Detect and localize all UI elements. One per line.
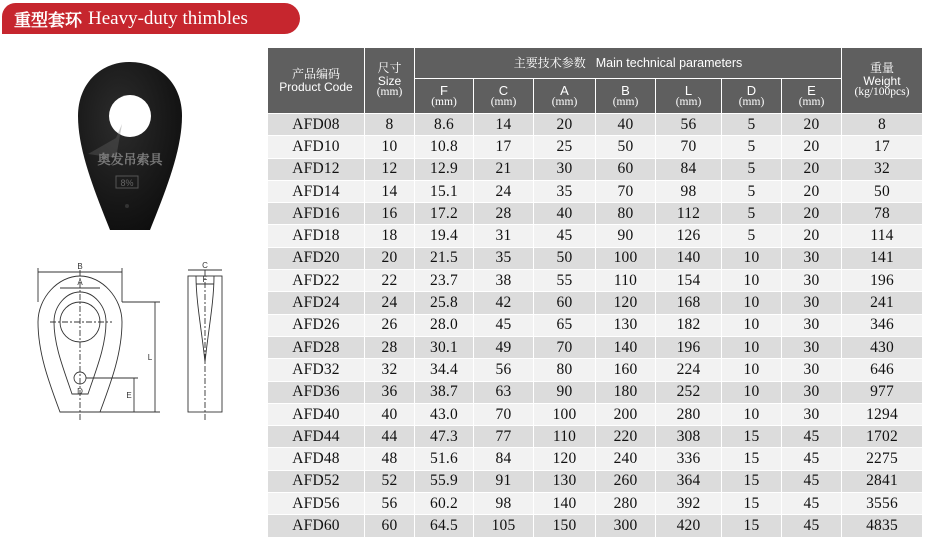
product-code-cell: AFD52 bbox=[268, 471, 364, 492]
table-cell: 24 bbox=[365, 292, 414, 313]
table-cell: 15 bbox=[722, 493, 781, 514]
table-cell: 30.1 bbox=[415, 337, 473, 358]
table-cell: 140 bbox=[656, 248, 721, 269]
table-cell: 48 bbox=[365, 448, 414, 469]
table-cell: 60 bbox=[365, 515, 414, 536]
table-cell: 160 bbox=[596, 359, 655, 380]
table-cell: 56 bbox=[656, 114, 721, 135]
table-cell: 224 bbox=[656, 359, 721, 380]
table-cell: 19.4 bbox=[415, 225, 473, 246]
table-cell: 22 bbox=[365, 270, 414, 291]
table-cell: 280 bbox=[656, 404, 721, 425]
table-cell: 10 bbox=[365, 136, 414, 157]
table-cell: 32 bbox=[365, 359, 414, 380]
table-cell: 40 bbox=[534, 203, 595, 224]
table-cell: 42 bbox=[474, 292, 533, 313]
table-cell: 14 bbox=[474, 114, 533, 135]
table-cell: 78 bbox=[842, 203, 922, 224]
header-col-D: D (mm) bbox=[722, 79, 781, 113]
table-cell: 15 bbox=[722, 426, 781, 447]
table-cell: 17 bbox=[842, 136, 922, 157]
table-cell: 140 bbox=[534, 493, 595, 514]
table-cell: 25 bbox=[534, 136, 595, 157]
label-B: B bbox=[77, 262, 83, 271]
table-cell: 30 bbox=[782, 382, 841, 403]
table-cell: 336 bbox=[656, 448, 721, 469]
table-cell: 28.0 bbox=[415, 315, 473, 336]
table-cell: 280 bbox=[596, 493, 655, 514]
table-row bbox=[268, 315, 922, 336]
table-cell: 47.3 bbox=[415, 426, 473, 447]
table-cell: 17.2 bbox=[415, 203, 473, 224]
table-cell: 252 bbox=[656, 382, 721, 403]
table-cell: 8.6 bbox=[415, 114, 473, 135]
table-cell: 35 bbox=[534, 181, 595, 202]
table-cell: 15 bbox=[722, 471, 781, 492]
header-col-A: A (mm) bbox=[534, 79, 595, 113]
table-cell: 5 bbox=[722, 203, 781, 224]
table-cell: 30 bbox=[782, 270, 841, 291]
table-row bbox=[268, 426, 922, 447]
table-cell: 84 bbox=[656, 159, 721, 180]
table-cell: 4835 bbox=[842, 515, 922, 536]
product-code-cell: AFD22 bbox=[268, 270, 364, 291]
table-cell: 5 bbox=[722, 114, 781, 135]
table-cell: 30 bbox=[534, 159, 595, 180]
title-zh: 重型套环 bbox=[14, 11, 82, 31]
photo-watermark: 奥发吊索具 bbox=[97, 153, 163, 168]
table-cell: 168 bbox=[656, 292, 721, 313]
table-cell: 98 bbox=[474, 493, 533, 514]
product-code-cell: AFD12 bbox=[268, 159, 364, 180]
technical-drawing bbox=[30, 262, 240, 432]
table-cell: 14 bbox=[365, 181, 414, 202]
table-cell: 60 bbox=[596, 159, 655, 180]
table-cell: 60.2 bbox=[415, 493, 473, 514]
table-cell: 80 bbox=[534, 359, 595, 380]
table-cell: 10 bbox=[722, 270, 781, 291]
header-col-E: E (mm) bbox=[782, 79, 841, 113]
table-cell: 50 bbox=[842, 181, 922, 202]
table-row bbox=[268, 203, 922, 224]
product-code-cell: AFD40 bbox=[268, 404, 364, 425]
label-A: A bbox=[77, 278, 83, 287]
table-cell: 3556 bbox=[842, 493, 922, 514]
table-cell: 50 bbox=[596, 136, 655, 157]
label-E: E bbox=[126, 391, 132, 400]
table-cell: 30 bbox=[782, 248, 841, 269]
table-cell: 15 bbox=[722, 448, 781, 469]
table-cell: 91 bbox=[474, 471, 533, 492]
table-cell: 64.5 bbox=[415, 515, 473, 536]
table-cell: 12.9 bbox=[415, 159, 473, 180]
table-cell: 114 bbox=[842, 225, 922, 246]
table-cell: 200 bbox=[596, 404, 655, 425]
table-cell: 55 bbox=[534, 270, 595, 291]
table-cell: 45 bbox=[474, 315, 533, 336]
table-row bbox=[268, 248, 922, 269]
product-code-cell: AFD36 bbox=[268, 382, 364, 403]
header-col-L: L (mm) bbox=[656, 79, 721, 113]
table-cell: 45 bbox=[782, 448, 841, 469]
table-cell: 70 bbox=[534, 337, 595, 358]
table-cell: 300 bbox=[596, 515, 655, 536]
table-cell: 70 bbox=[474, 404, 533, 425]
table-cell: 20 bbox=[782, 181, 841, 202]
label-D: D bbox=[77, 387, 83, 396]
table-cell: 10 bbox=[722, 292, 781, 313]
table-cell: 10 bbox=[722, 337, 781, 358]
table-cell: 32 bbox=[842, 159, 922, 180]
table-cell: 20 bbox=[782, 159, 841, 180]
table-cell: 43.0 bbox=[415, 404, 473, 425]
header-product-code-zh: 产品编码 bbox=[291, 67, 340, 81]
header-size bbox=[365, 48, 414, 113]
table-cell: 646 bbox=[842, 359, 922, 380]
table-cell: 260 bbox=[596, 471, 655, 492]
table-cell: 240 bbox=[596, 448, 655, 469]
table-cell: 38.7 bbox=[415, 382, 473, 403]
table-cell: 196 bbox=[842, 270, 922, 291]
table-cell: 10 bbox=[722, 382, 781, 403]
product-code-cell: AFD16 bbox=[268, 203, 364, 224]
table-cell: 15 bbox=[722, 515, 781, 536]
table-cell: 196 bbox=[656, 337, 721, 358]
table-cell: 30 bbox=[782, 337, 841, 358]
table-cell: 1702 bbox=[842, 426, 922, 447]
table-cell: 10 bbox=[722, 315, 781, 336]
table-cell: 8 bbox=[842, 114, 922, 135]
table-cell: 35 bbox=[474, 248, 533, 269]
header-params bbox=[415, 48, 841, 78]
table-cell: 65 bbox=[534, 315, 595, 336]
table-cell: 77 bbox=[474, 426, 533, 447]
table-cell: 110 bbox=[534, 426, 595, 447]
table-cell: 44 bbox=[365, 426, 414, 447]
table-cell: 20 bbox=[782, 203, 841, 224]
table-cell: 50 bbox=[534, 248, 595, 269]
table-row bbox=[268, 114, 922, 135]
table-cell: 63 bbox=[474, 382, 533, 403]
table-cell: 55.9 bbox=[415, 471, 473, 492]
table-cell: 20 bbox=[782, 136, 841, 157]
header-weight bbox=[842, 48, 922, 113]
product-code-cell: AFD56 bbox=[268, 493, 364, 514]
table-cell: 28 bbox=[365, 337, 414, 358]
table-cell: 2275 bbox=[842, 448, 922, 469]
table-cell: 141 bbox=[842, 248, 922, 269]
table-cell: 126 bbox=[656, 225, 721, 246]
table-cell: 5 bbox=[722, 159, 781, 180]
thimble-hole bbox=[109, 95, 151, 137]
table-cell: 10 bbox=[722, 359, 781, 380]
header-size-en: Size bbox=[377, 74, 402, 89]
table-cell: 49 bbox=[474, 337, 533, 358]
table-cell: 56 bbox=[474, 359, 533, 380]
table-cell: 110 bbox=[596, 270, 655, 291]
table-cell: 90 bbox=[596, 225, 655, 246]
thimble-body bbox=[78, 62, 182, 230]
product-code-cell: AFD20 bbox=[268, 248, 364, 269]
header-weight-unit: (kg/100pcs) bbox=[854, 86, 910, 99]
table-cell: 90 bbox=[534, 382, 595, 403]
table-cell: 40 bbox=[365, 404, 414, 425]
title-en: Heavy-duty thimbles bbox=[88, 7, 248, 29]
table-cell: 5 bbox=[722, 225, 781, 246]
header-size-zh: 尺寸 bbox=[377, 61, 402, 76]
table-cell: 24 bbox=[474, 181, 533, 202]
table-cell: 15.1 bbox=[415, 181, 473, 202]
table-cell: 241 bbox=[842, 292, 922, 313]
table-cell: 180 bbox=[596, 382, 655, 403]
table-cell: 23.7 bbox=[415, 270, 473, 291]
header-col-F: F (mm) bbox=[415, 79, 473, 113]
table-cell: 430 bbox=[842, 337, 922, 358]
table-cell: 30 bbox=[782, 292, 841, 313]
product-code-cell: AFD32 bbox=[268, 359, 364, 380]
table-cell: 1294 bbox=[842, 404, 922, 425]
table-cell: 45 bbox=[782, 471, 841, 492]
header-product-code-en: Product Code bbox=[279, 80, 353, 94]
table-row bbox=[268, 337, 922, 358]
table-row bbox=[268, 515, 922, 536]
table-cell: 100 bbox=[534, 404, 595, 425]
product-code-cell: AFD10 bbox=[268, 136, 364, 157]
header-product-code bbox=[268, 48, 364, 113]
table-cell: 16 bbox=[365, 203, 414, 224]
product-code-cell: AFD26 bbox=[268, 315, 364, 336]
table-cell: 130 bbox=[534, 471, 595, 492]
product-code-cell: AFD28 bbox=[268, 337, 364, 358]
table-cell: 21.5 bbox=[415, 248, 473, 269]
table-cell: 120 bbox=[596, 292, 655, 313]
table-cell: 20 bbox=[365, 248, 414, 269]
label-L: L bbox=[147, 353, 153, 362]
table-cell: 140 bbox=[596, 337, 655, 358]
table-cell: 30 bbox=[782, 315, 841, 336]
product-code-cell: AFD08 bbox=[268, 114, 364, 135]
table-cell: 2841 bbox=[842, 471, 922, 492]
table-cell: 45 bbox=[782, 515, 841, 536]
label-C: C bbox=[202, 262, 208, 270]
table-cell: 130 bbox=[596, 315, 655, 336]
table-cell: 20 bbox=[782, 114, 841, 135]
product-code-cell: AFD18 bbox=[268, 225, 364, 246]
header-params-zh: 主要技术参数 bbox=[513, 56, 586, 70]
table-cell: 5 bbox=[722, 136, 781, 157]
table-row bbox=[268, 359, 922, 380]
table-cell: 20 bbox=[534, 114, 595, 135]
label-F: F bbox=[202, 275, 208, 284]
thimble-photo bbox=[76, 58, 184, 234]
table-cell: 182 bbox=[656, 315, 721, 336]
table-cell: 34.4 bbox=[415, 359, 473, 380]
spec-table bbox=[267, 47, 923, 538]
table-row bbox=[268, 136, 922, 157]
table-cell: 25.8 bbox=[415, 292, 473, 313]
table-cell: 70 bbox=[656, 136, 721, 157]
table-cell: 10 bbox=[722, 248, 781, 269]
table-row bbox=[268, 159, 922, 180]
table-row bbox=[268, 292, 922, 313]
table-cell: 10 bbox=[722, 404, 781, 425]
table-row bbox=[268, 404, 922, 425]
table-cell: 154 bbox=[656, 270, 721, 291]
table-cell: 364 bbox=[656, 471, 721, 492]
table-cell: 112 bbox=[656, 203, 721, 224]
product-code-cell: AFD44 bbox=[268, 426, 364, 447]
table-cell: 17 bbox=[474, 136, 533, 157]
table-cell: 45 bbox=[782, 426, 841, 447]
thimble-stamp: 8% bbox=[120, 178, 134, 188]
table-cell: 52 bbox=[365, 471, 414, 492]
table-cell: 220 bbox=[596, 426, 655, 447]
table-cell: 977 bbox=[842, 382, 922, 403]
table-cell: 100 bbox=[596, 248, 655, 269]
table-cell: 105 bbox=[474, 515, 533, 536]
table-cell: 70 bbox=[596, 181, 655, 202]
table-cell: 60 bbox=[534, 292, 595, 313]
table-cell: 150 bbox=[534, 515, 595, 536]
table-cell: 30 bbox=[782, 359, 841, 380]
table-cell: 20 bbox=[782, 225, 841, 246]
table-cell: 12 bbox=[365, 159, 414, 180]
product-code-cell: AFD60 bbox=[268, 515, 364, 536]
table-cell: 21 bbox=[474, 159, 533, 180]
table-cell: 80 bbox=[596, 203, 655, 224]
table-cell: 98 bbox=[656, 181, 721, 202]
table-cell: 30 bbox=[782, 404, 841, 425]
table-row bbox=[268, 225, 922, 246]
table-cell: 45 bbox=[782, 493, 841, 514]
table-cell: 346 bbox=[842, 315, 922, 336]
header-weight-zh: 重量 bbox=[869, 61, 894, 76]
header-col-C: C (mm) bbox=[474, 79, 533, 113]
table-cell: 51.6 bbox=[415, 448, 473, 469]
table-row bbox=[268, 471, 922, 492]
table-cell: 5 bbox=[722, 181, 781, 202]
table-cell: 18 bbox=[365, 225, 414, 246]
table-row bbox=[268, 270, 922, 291]
title-banner bbox=[2, 3, 300, 34]
table-row bbox=[268, 382, 922, 403]
table-cell: 8 bbox=[365, 114, 414, 135]
table-cell: 308 bbox=[656, 426, 721, 447]
table-cell: 31 bbox=[474, 225, 533, 246]
table-row bbox=[268, 448, 922, 469]
header-col-B: B (mm) bbox=[596, 79, 655, 113]
spec-table-body bbox=[268, 114, 922, 537]
product-code-cell: AFD48 bbox=[268, 448, 364, 469]
header-size-unit: (mm) bbox=[376, 86, 403, 99]
table-cell: 36 bbox=[365, 382, 414, 403]
header-params-en: Main technical parameters bbox=[595, 56, 743, 70]
table-cell: 56 bbox=[365, 493, 414, 514]
table-cell: 45 bbox=[534, 225, 595, 246]
table-cell: 120 bbox=[534, 448, 595, 469]
table-cell: 26 bbox=[365, 315, 414, 336]
product-code-cell: AFD14 bbox=[268, 181, 364, 202]
table-row bbox=[268, 493, 922, 514]
table-cell: 28 bbox=[474, 203, 533, 224]
table-cell: 84 bbox=[474, 448, 533, 469]
table-cell: 392 bbox=[656, 493, 721, 514]
header-weight-en: Weight bbox=[863, 74, 901, 89]
table-cell: 10.8 bbox=[415, 136, 473, 157]
table-cell: 420 bbox=[656, 515, 721, 536]
table-cell: 38 bbox=[474, 270, 533, 291]
table-cell: 40 bbox=[596, 114, 655, 135]
product-code-cell: AFD24 bbox=[268, 292, 364, 313]
table-row bbox=[268, 181, 922, 202]
